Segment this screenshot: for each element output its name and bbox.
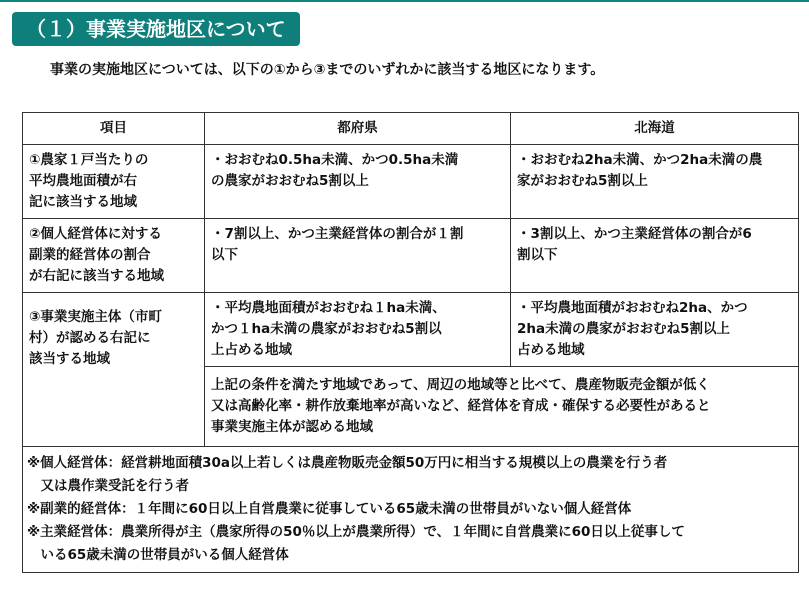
row-hokkaido: ・平均農地面積がおおむね2ha、かつ 2ha未満の農家がおおむね5割以上 占める地域: [511, 293, 799, 367]
note-side-business: ※副業的経営体：１年間に60日以上自営農業に従事している65歳未満の世帯員がいない個人経営体: [27, 501, 632, 517]
section-title: （１）事業実施地区について: [12, 12, 300, 46]
table-header-row: [23, 113, 799, 145]
criteria-table: [22, 112, 799, 447]
row-item: ③事業実施主体（市町 村）が認める右記に 該当する地域: [23, 293, 205, 447]
row-hokkaido: ・3割以上、かつ主業経営体の割合が6 割以下: [511, 219, 799, 293]
row-hokkaido: ・おおむね2ha未満、かつ2ha未満の農 家がおおむね5割以上: [511, 145, 799, 219]
table-row: [23, 293, 799, 367]
row-item: ①農家１戸当たりの 平均農地面積が右 記に該当する地域: [23, 145, 205, 219]
row-item: ②個人経営体に対する 副業的経営体の割合 が右記に該当する地域: [23, 219, 205, 293]
note-individual: ※個人経営体：経営耕地面積30a以上若しくは農産物販売金額50万円に相当する規模以上の農業を行う者 又は農作業受託を行う者: [27, 455, 668, 494]
note-main-business: ※主業経営体：農業所得が主（農家所得の50％以上が農業所得）で、１年間に自営農業に60日以上従事して いる65歳未満の世帯員がいる個人経営体: [27, 524, 685, 563]
row-prefecture: ・平均農地面積がおおむね１ha未満、 かつ１ha未満の農家がおおむね5割以 上占める地域: [205, 293, 511, 367]
table-row: [23, 145, 799, 219]
header-hokkaido: 北海道: [511, 113, 799, 145]
row-prefecture: ・7割以上、かつ主業経営体の割合が１割 以下: [205, 219, 511, 293]
intro-text: 事業の実施地区については、以下の①から③までのいずれかに該当する地区になります。: [50, 62, 605, 78]
merged-condition: 上記の条件を満たす地域であって、周辺の地域等と比べて、農産物販売金額が低く 又は高齢化率・耕作放棄地率が高いなど、経営体を育成・確保する必要性があると 事業実施主体が認める地域: [205, 367, 799, 447]
table-row: [23, 219, 799, 293]
row-prefecture: ・おおむね0.5ha未満、かつ0.5ha未満 の農家がおおむね5割以上: [205, 145, 511, 219]
header-item: 項目: [23, 113, 205, 145]
top-divider: [0, 0, 809, 2]
content-area: [22, 112, 799, 573]
notes-box: [22, 447, 799, 573]
header-prefecture: 都府県: [205, 113, 511, 145]
